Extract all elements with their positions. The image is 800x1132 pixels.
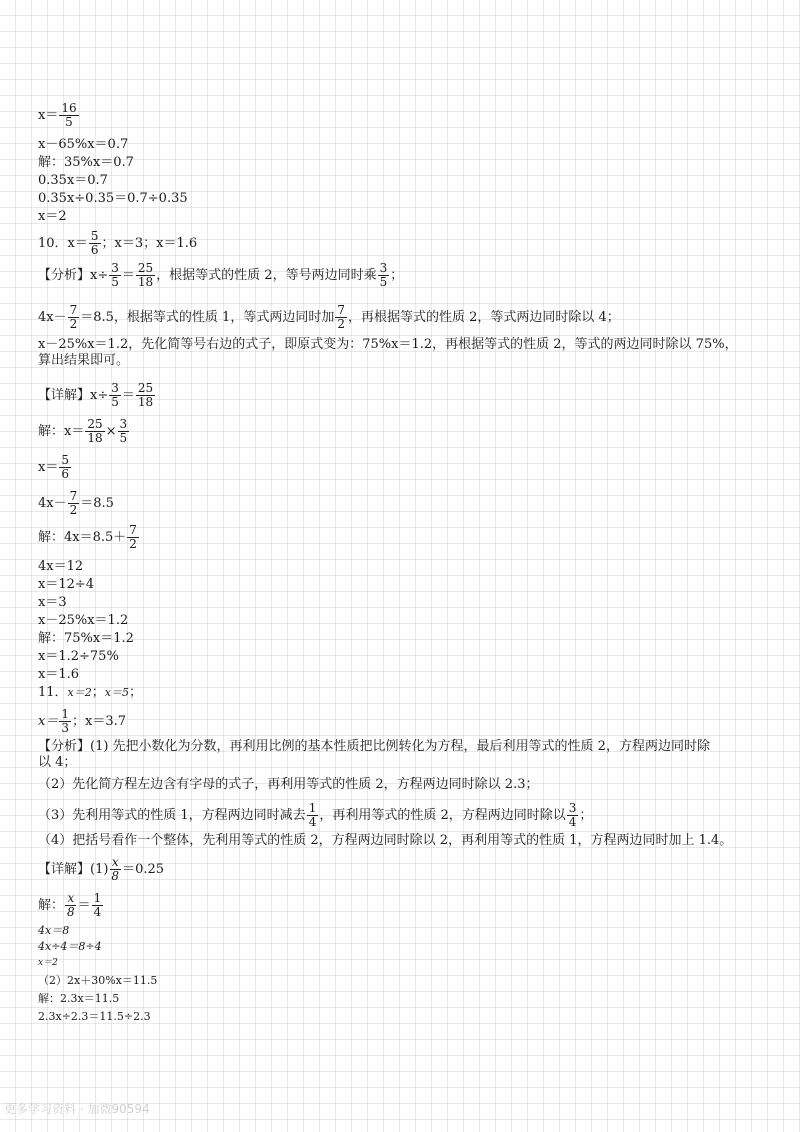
q11-detail-line-7: 解：2.3x＝11.5 xyxy=(38,992,120,1005)
numerator: 1 xyxy=(93,891,102,905)
text: ＝ xyxy=(121,388,135,403)
text: 解：4x＝8.5＋ xyxy=(38,530,127,545)
numerator: 25 xyxy=(87,417,103,431)
q10-detail-line-2 xyxy=(38,418,130,445)
denominator: 5 xyxy=(111,275,119,289)
q10-detail-line-12: x＝1.6 xyxy=(38,667,80,682)
text: （3）先利用等式的性质 1，方程两边同时减去 xyxy=(38,808,306,823)
q10-analysis-line-4: 算出结果即可。 xyxy=(38,353,130,368)
text: 【详解】x÷ xyxy=(38,388,109,403)
numerator: 3 xyxy=(379,261,388,275)
denominator: 18 xyxy=(137,275,154,289)
text: 11． xyxy=(38,685,68,700)
denominator: 2 xyxy=(69,503,78,517)
text: ，根据等式的性质 2，等号两边同时乘 xyxy=(156,268,377,283)
q11-answer-line-2 xyxy=(38,708,126,735)
numerator: x xyxy=(67,891,75,905)
fraction xyxy=(65,892,77,919)
q9-line-4: 0.35x＝0.7 xyxy=(38,173,108,188)
text: 解：x＝ xyxy=(38,424,85,439)
numerator: 1 xyxy=(308,801,317,815)
q9-line-6: x＝2 xyxy=(38,209,67,224)
denominator: 3 xyxy=(61,721,69,735)
fraction xyxy=(59,102,78,129)
numerator: 7 xyxy=(129,523,137,537)
q11-analysis-line-4 xyxy=(38,802,592,829)
q10-detail-line-4 xyxy=(38,490,114,517)
denominator: 4 xyxy=(568,815,577,829)
text: 4x－ xyxy=(38,496,67,511)
denominator: 5 xyxy=(119,431,128,445)
text: 【分析】x÷ xyxy=(38,268,109,283)
fraction xyxy=(59,454,71,481)
text: x＝5 xyxy=(104,686,129,699)
text: ，再利用等式的性质 2，方程两边同时除以 xyxy=(319,808,566,823)
denominator: 4 xyxy=(93,905,102,919)
numerator: 16 xyxy=(61,101,77,115)
q10-detail-line-1 xyxy=(38,382,156,409)
q11-detail-line-1 xyxy=(38,856,164,883)
text: ＝8.5，根据等式的性质 1，等式两边同时加 xyxy=(80,310,335,325)
text: ；x＝3.7 xyxy=(71,714,126,729)
q10-answer-line xyxy=(38,230,197,257)
q11-analysis-line-5: （4）把括号看作一个整体，先利用等式的性质 2，方程两边同时除以 2，再利用等式的性质 1，方程两边同时加上 1.4。 xyxy=(38,833,733,848)
fraction xyxy=(68,304,80,331)
q11-detail-line-6: （2）2x＋30%x＝11.5 xyxy=(38,974,158,987)
denominator: 18 xyxy=(137,395,154,409)
denominator: 5 xyxy=(65,115,73,129)
numerator: 3 xyxy=(568,801,577,815)
numerator: 3 xyxy=(111,381,119,395)
denominator: 2 xyxy=(69,317,78,331)
fraction xyxy=(136,262,155,289)
fraction xyxy=(109,856,121,883)
text: x＝ xyxy=(38,460,59,475)
q10-detail-line-3 xyxy=(38,454,72,481)
text: 解： xyxy=(38,898,65,913)
fraction xyxy=(127,524,139,551)
numerator: 1 xyxy=(61,707,69,721)
fraction xyxy=(567,802,579,829)
watermark-text: 更多学习资料 · 加微90594 xyxy=(4,1102,150,1116)
q10-detail-line-9: x－25%x＝1.2 xyxy=(38,613,129,628)
q11-detail-line-3: 4x＝8 xyxy=(38,924,70,937)
q11-analysis-line-3: （2）先化简方程左边含有字母的式子，再利用等式的性质 2，方程两边同时除以 2.3； xyxy=(38,777,539,792)
fraction xyxy=(136,382,155,409)
q9-line-3: 解：35%x＝0.7 xyxy=(38,155,134,170)
q10-analysis-line-3: x－25%x＝1.2，先化简等号右边的式子，即原式变为：75%x＝1.2，再根据等式的性质 2，等式的两边同时除以 75%， xyxy=(38,337,738,352)
fraction xyxy=(378,262,390,289)
q11-answer-line-1 xyxy=(38,684,142,702)
denominator: 6 xyxy=(90,243,99,257)
text: x＝ xyxy=(38,714,59,729)
text: x＝ xyxy=(38,108,59,123)
text: 4x－ xyxy=(38,310,67,325)
denominator: 6 xyxy=(61,467,69,481)
text: ，再根据等式的性质 2，等式两边同时除以 4； xyxy=(347,310,620,325)
fraction xyxy=(118,418,130,445)
text: 【详解】(1) xyxy=(38,862,109,877)
fraction xyxy=(85,418,104,445)
q11-detail-line-5: x＝2 xyxy=(38,958,58,968)
numerator: 7 xyxy=(337,303,345,317)
text: ； xyxy=(390,268,404,283)
denominator: 8 xyxy=(67,905,75,919)
q10-detail-line-6: 4x＝12 xyxy=(38,559,84,574)
q11-analysis-line-1: 【分析】(1) 先把小数化为分数，再利用比例的基本性质把比例转化为方程，最后利用等式的性质 2，方程两边同时除 xyxy=(38,739,710,754)
q10-detail-line-11: x＝1.2÷75% xyxy=(38,649,119,664)
numerator: 3 xyxy=(111,261,119,275)
numerator: 5 xyxy=(61,453,69,467)
denominator: 18 xyxy=(87,431,103,445)
text: x＝2 xyxy=(67,686,92,699)
denominator: 8 xyxy=(111,869,120,883)
q9-line-2: x－65%x＝0.7 xyxy=(38,137,129,152)
fraction xyxy=(89,230,101,257)
fraction xyxy=(109,382,121,409)
numerator: 25 xyxy=(137,261,154,275)
numerator: 5 xyxy=(90,229,99,243)
denominator: 5 xyxy=(379,275,388,289)
fraction xyxy=(109,262,121,289)
denominator: 2 xyxy=(337,317,345,331)
text: ； xyxy=(128,685,142,700)
fraction xyxy=(307,802,319,829)
numerator: 3 xyxy=(119,417,128,431)
q11-detail-line-8: 2.3x÷2.3＝11.5÷2.3 xyxy=(38,1010,151,1023)
text: ＝ xyxy=(77,898,91,913)
fraction xyxy=(68,490,80,517)
text: 10．x＝ xyxy=(38,236,88,251)
q9-result-fraction-line xyxy=(38,102,80,129)
q10-detail-line-7: x＝12÷4 xyxy=(38,577,95,592)
q9-line-5: 0.35x÷0.35＝0.7÷0.35 xyxy=(38,191,188,206)
text: ＝ xyxy=(121,268,135,283)
text: ； xyxy=(579,808,593,823)
fraction xyxy=(92,892,104,919)
text: ＝8.5 xyxy=(80,496,114,511)
q10-detail-line-8: x＝3 xyxy=(38,595,67,610)
numerator: 25 xyxy=(137,381,154,395)
denominator: 4 xyxy=(308,815,317,829)
fraction xyxy=(59,708,71,735)
denominator: 2 xyxy=(129,537,137,551)
numerator: x xyxy=(111,855,119,869)
text: ＝0.25 xyxy=(122,862,165,877)
numerator: 7 xyxy=(69,303,78,317)
text: × xyxy=(105,424,117,439)
q11-detail-line-4: 4x÷4＝8÷4 xyxy=(38,940,102,953)
text: ； xyxy=(91,685,105,700)
numerator: 7 xyxy=(69,489,78,503)
fraction xyxy=(335,304,347,331)
denominator: 5 xyxy=(111,395,119,409)
q10-analysis-line-2 xyxy=(38,304,620,331)
q11-detail-line-2 xyxy=(38,892,104,919)
q11-analysis-line-2: 以 4； xyxy=(38,755,77,770)
q10-detail-line-5 xyxy=(38,524,140,551)
q10-analysis-line-1 xyxy=(38,262,403,289)
text: ；x＝3；x＝1.6 xyxy=(101,236,198,251)
q10-detail-line-10: 解：75%x＝1.2 xyxy=(38,631,134,646)
